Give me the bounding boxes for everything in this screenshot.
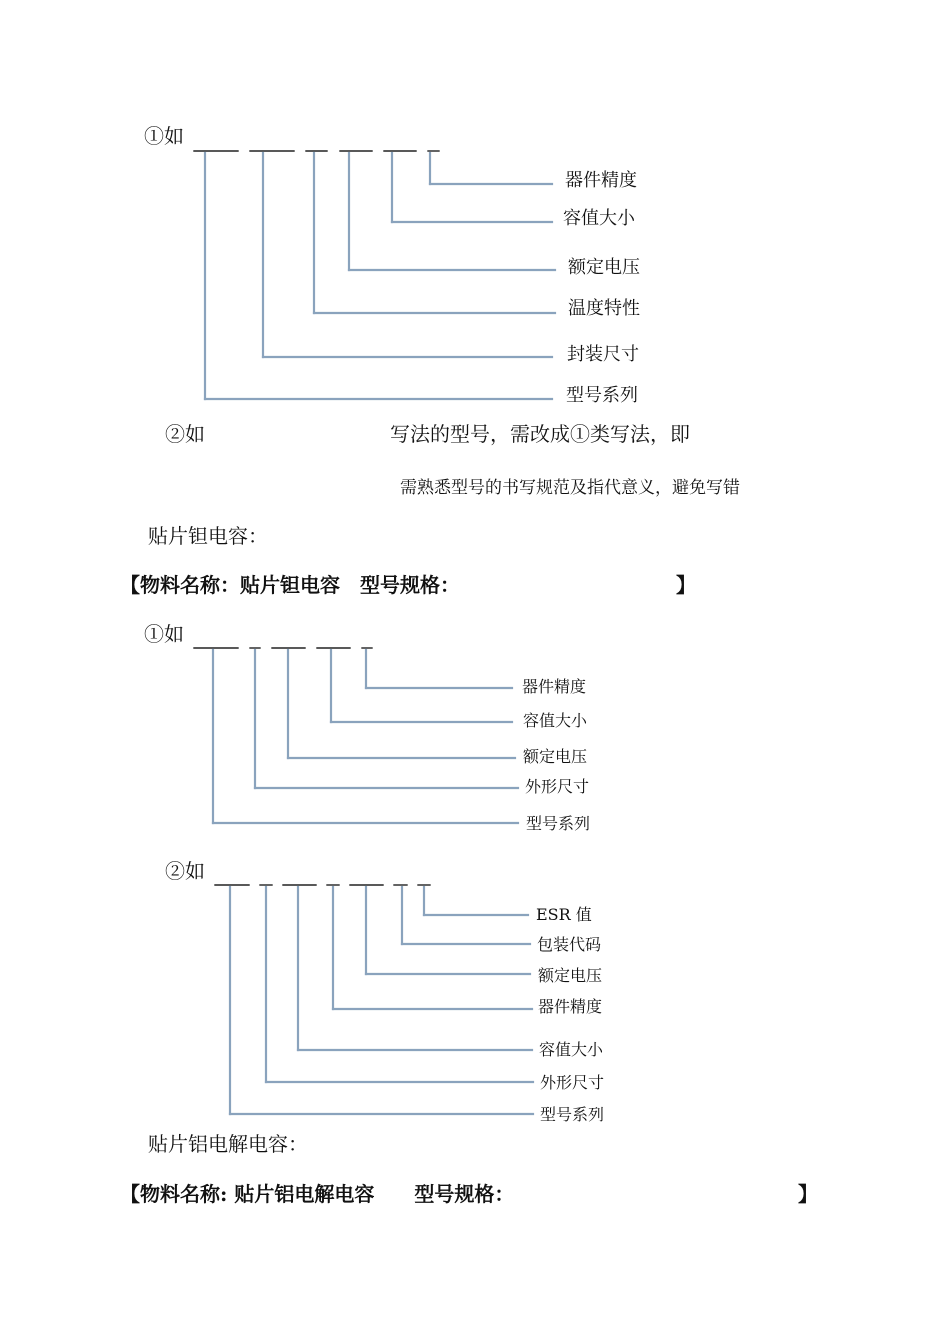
aluminum-material-line: 【物料名称: 贴片铝电解电容 型号规格： bbox=[120, 1182, 515, 1206]
tantalum-material-close: 】 bbox=[676, 573, 696, 597]
tantalum2-label-series: 型号系列 bbox=[540, 1105, 605, 1124]
label-temperature: 温度特性 bbox=[568, 298, 640, 319]
tantalum2-label-case-size: 外形尺寸 bbox=[540, 1073, 605, 1092]
label-precision: 器件精度 bbox=[565, 170, 637, 191]
tantalum-label-series: 型号系列 bbox=[526, 814, 591, 833]
example2-prefix: ②如 bbox=[165, 422, 205, 446]
example2-text: 写法的型号，需改成①类写法，即 bbox=[390, 422, 690, 446]
tantalum2-label-package-code: 包装代码 bbox=[537, 935, 602, 954]
aluminum-heading: 贴片铝电解电容： bbox=[148, 1132, 308, 1156]
tantalum2-label-capacitance: 容值大小 bbox=[539, 1040, 604, 1059]
tantalum-heading: 贴片钽电容： bbox=[148, 524, 268, 548]
tantalum-material-line: 【物料名称：贴片钽电容 型号规格： bbox=[120, 573, 460, 597]
tantalum-example2-prefix: ②如 bbox=[165, 859, 205, 883]
label-rated-voltage: 额定电压 bbox=[568, 257, 640, 278]
tantalum-label-precision: 器件精度 bbox=[522, 677, 587, 696]
tantalum-label-capacitance: 容值大小 bbox=[523, 711, 588, 730]
label-capacitance: 容值大小 bbox=[563, 208, 635, 229]
example1-prefix: ①如 bbox=[144, 124, 184, 148]
label-package-size: 封装尺寸 bbox=[567, 344, 639, 365]
tantalum2-label-esr: ESR 值 bbox=[536, 905, 592, 924]
tantalum-label-case-size: 外形尺寸 bbox=[525, 777, 590, 796]
tantalum2-label-precision: 器件精度 bbox=[538, 997, 603, 1016]
tantalum2-label-rated-voltage: 额定电压 bbox=[538, 966, 603, 985]
note-text: 需熟悉型号的书写规范及指代意义，避免写错 bbox=[400, 478, 740, 498]
label-series: 型号系列 bbox=[566, 385, 638, 406]
aluminum-material-close: 】 bbox=[798, 1182, 818, 1206]
tantalum-example1-prefix: ①如 bbox=[144, 622, 184, 646]
tantalum-label-rated-voltage: 额定电压 bbox=[523, 747, 588, 766]
